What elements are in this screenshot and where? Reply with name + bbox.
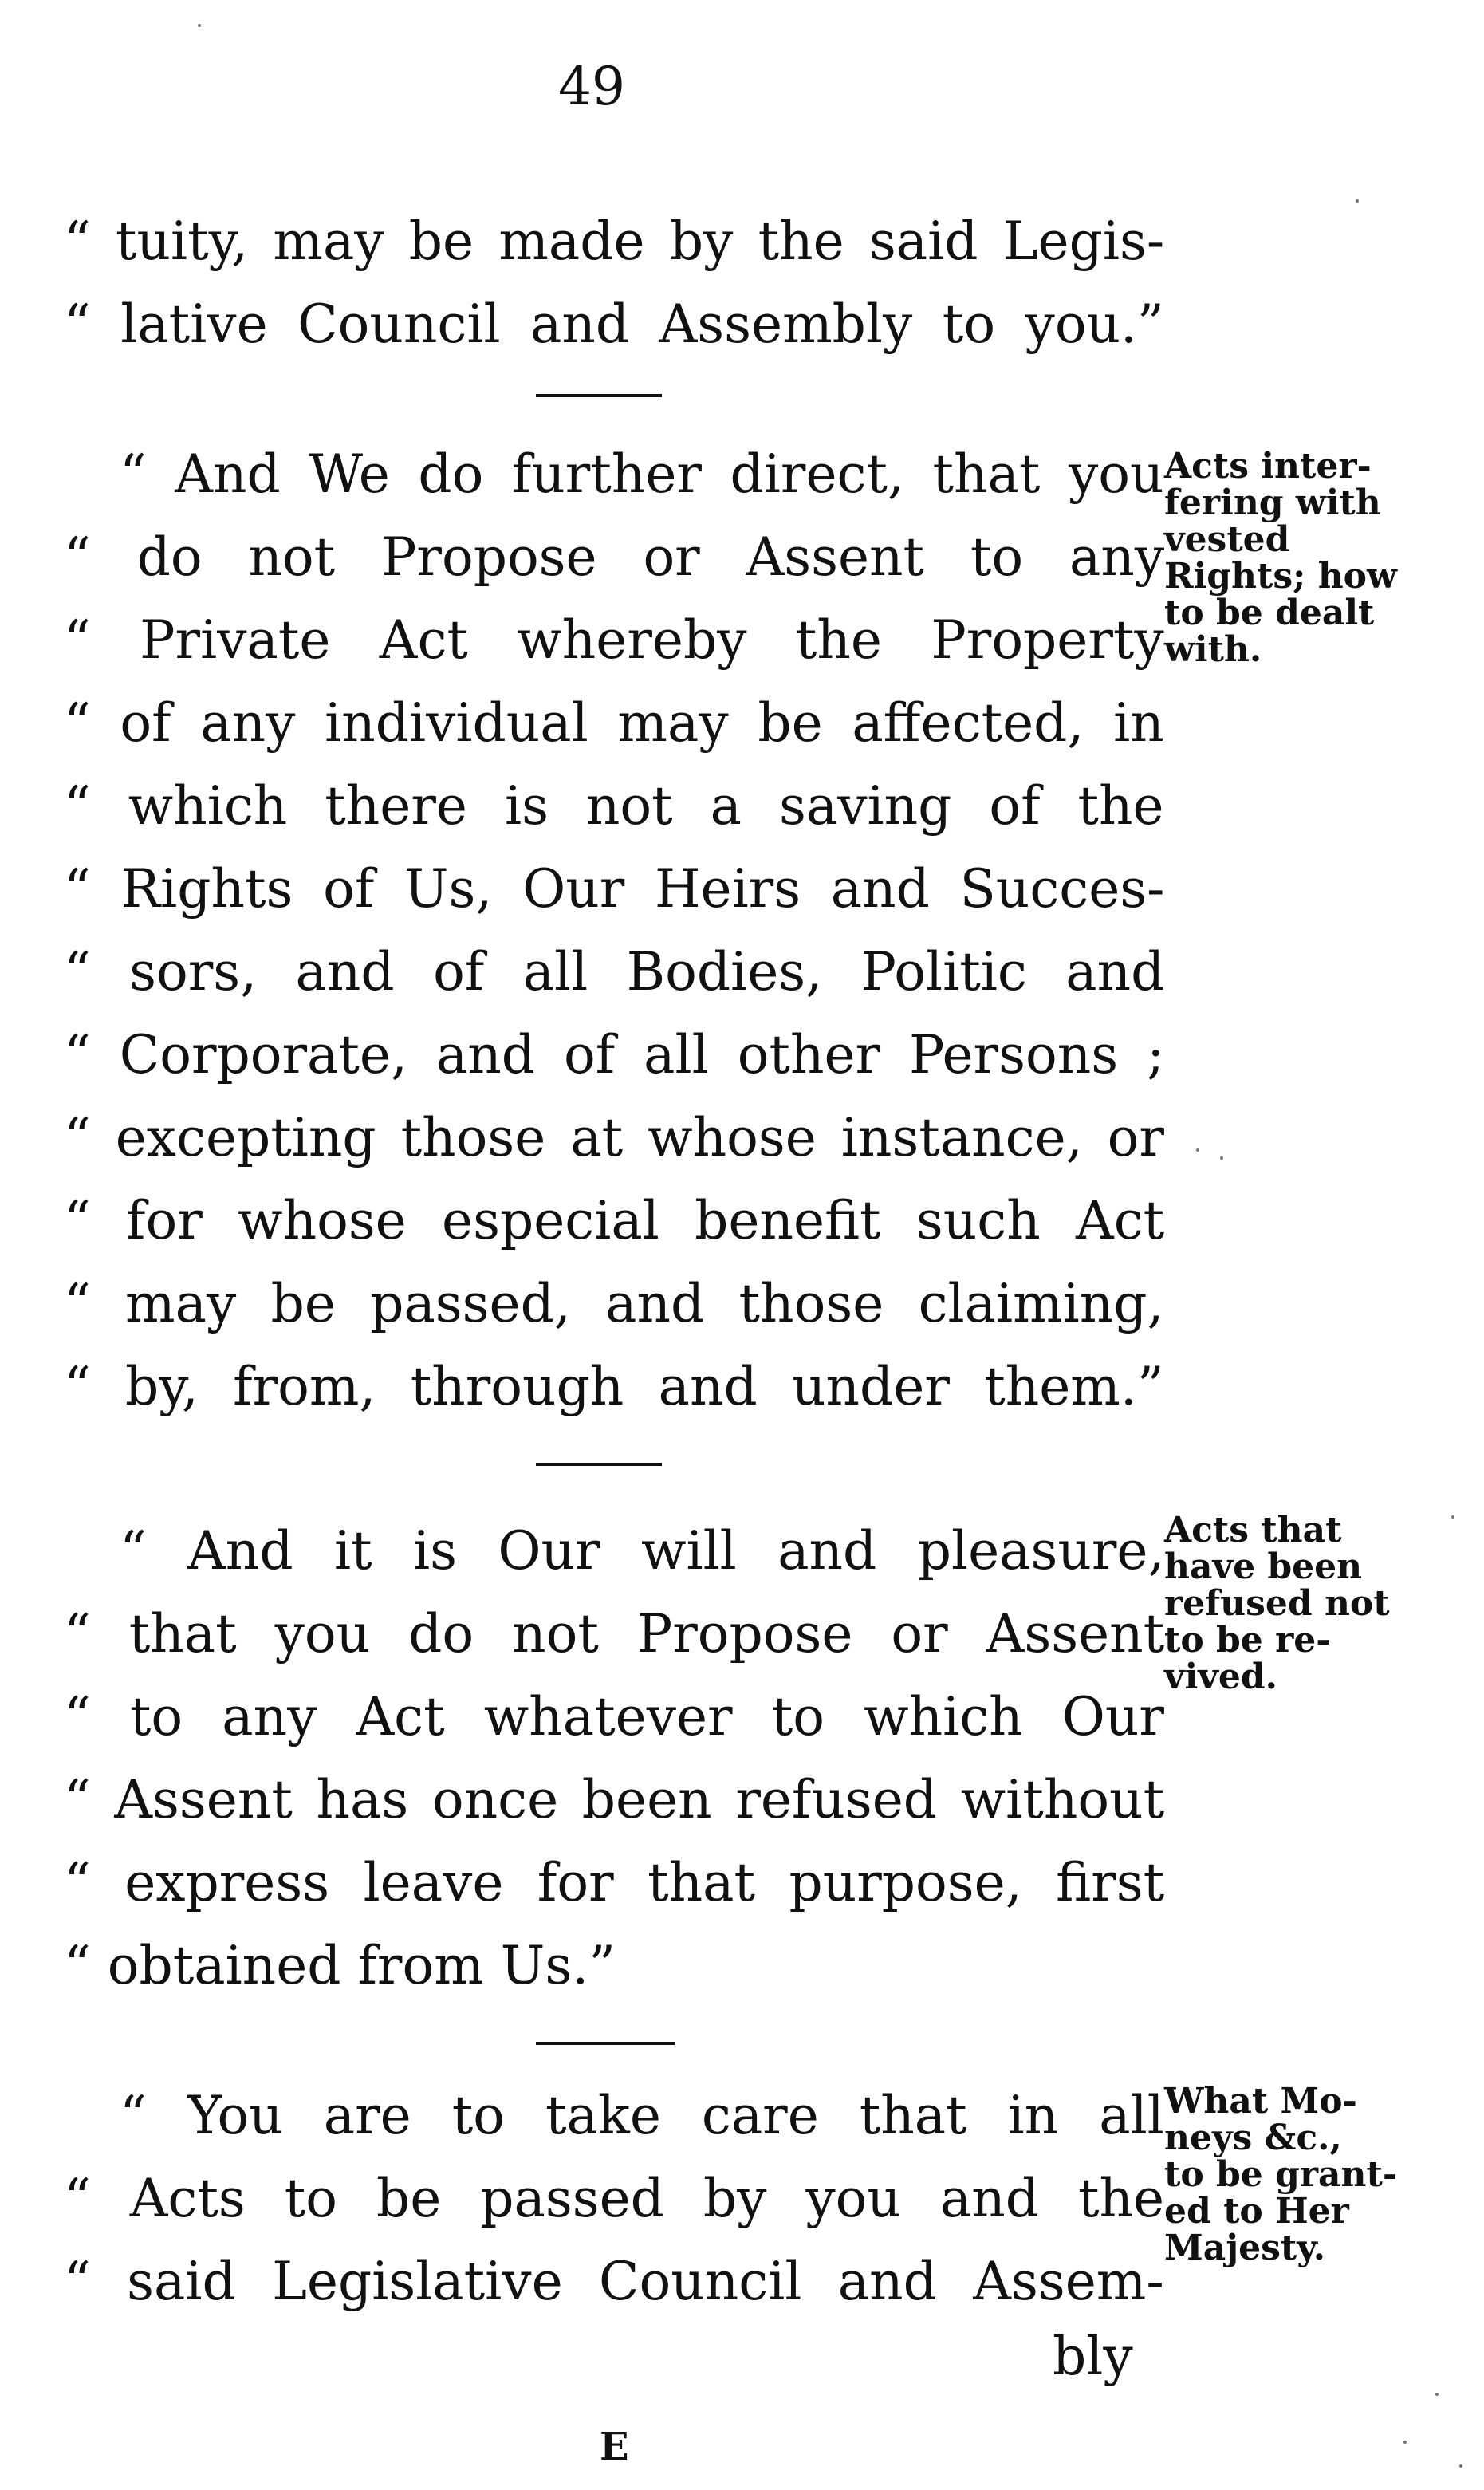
scan-speck bbox=[1435, 2393, 1439, 2396]
text-line: “ tuity, may be made by the said Legis- bbox=[64, 211, 1165, 272]
text-line: “ express leave for that purpose, first bbox=[64, 1852, 1165, 1913]
text-line: “ to any Act whatever to which Our bbox=[64, 1686, 1164, 1747]
text-line: “ lative Council and Assembly to you.” bbox=[64, 294, 1164, 355]
text-line: “ may be passed, and those claiming, bbox=[64, 1273, 1164, 1334]
scan-speck bbox=[1220, 1156, 1223, 1160]
text-line: “ You are to take care that in all bbox=[120, 2085, 1164, 2146]
margin-note: Acts inter- fering with vested Rights; how to be dealt with. bbox=[1164, 446, 1397, 670]
text-line: “ And We do further direct, that you bbox=[120, 443, 1164, 505]
text-line: “ which there is not a saving of the bbox=[64, 775, 1164, 837]
text-line: “ sors, and of all Bodies, Politic and bbox=[64, 941, 1165, 1003]
text-line: “ And it is Our will and pleasure, bbox=[120, 1520, 1165, 1582]
section-divider bbox=[536, 1463, 662, 1466]
scan-speck bbox=[1196, 1148, 1199, 1152]
scan-speck bbox=[198, 24, 201, 27]
signature-mark: E bbox=[600, 2425, 629, 2469]
text-line: “ Corporate, and of all other Persons ; bbox=[64, 1024, 1165, 1085]
section-divider bbox=[536, 394, 662, 397]
section-divider bbox=[536, 2042, 675, 2045]
text-line: “ said Legislative Council and Assem- bbox=[64, 2251, 1164, 2312]
text-line: “ Assent has once been refused without bbox=[64, 1769, 1165, 1830]
scan-speck bbox=[1356, 199, 1359, 203]
page-number: 49 bbox=[558, 56, 625, 117]
text-line: “ Acts to be passed by you and the bbox=[64, 2168, 1165, 2229]
margin-note: Acts that have been refused not to be re- vived. bbox=[1164, 1510, 1390, 1697]
margin-note: What Mo- neys &c., to be grant- ed to Her Majesty. bbox=[1164, 2081, 1398, 2268]
scan-speck bbox=[1403, 2441, 1407, 2444]
text-line: “ of any individual may be affected, in bbox=[64, 692, 1164, 754]
text-line: “ Rights of Us, Our Heirs and Succes- bbox=[64, 858, 1165, 920]
text-line: “ for whose especial benefit such Act bbox=[64, 1190, 1165, 1251]
text-line: “ by, from, through and under them.” bbox=[64, 1356, 1164, 1417]
scan-speck bbox=[1451, 1515, 1454, 1519]
text-line: “ obtained from Us.” bbox=[64, 1935, 616, 1996]
text-line: bly bbox=[1053, 2326, 1133, 2387]
text-line: “ that you do not Propose or Assent bbox=[64, 1603, 1165, 1665]
scan-speck bbox=[1459, 2464, 1462, 2468]
text-line: “ do not Propose or Assent to any bbox=[64, 526, 1165, 588]
text-line: “ excepting those at whose instance, or bbox=[64, 1107, 1164, 1168]
text-line: “ Private Act whereby the Property bbox=[64, 609, 1164, 671]
